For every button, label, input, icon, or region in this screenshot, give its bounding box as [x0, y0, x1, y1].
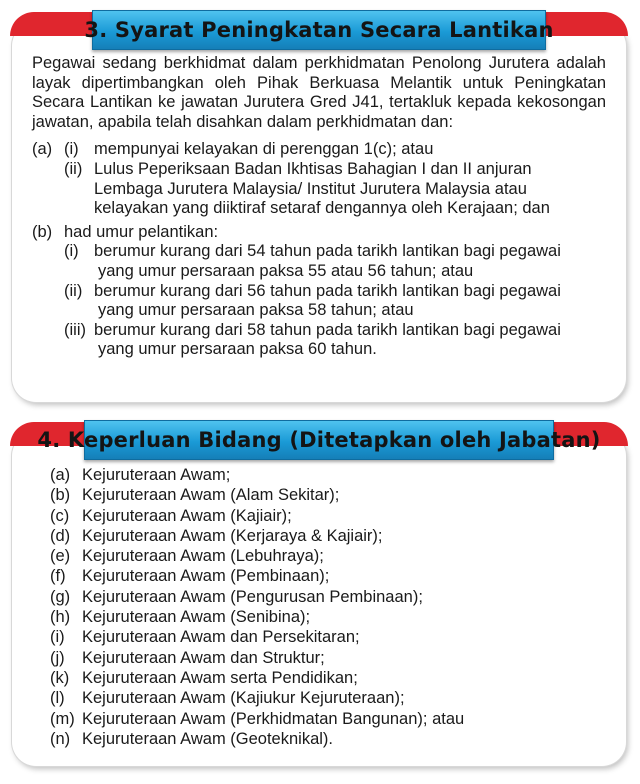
item-b-ii-label: (ii): [64, 281, 83, 300]
list-item: [50, 485, 606, 505]
item-b-iii: [32, 321, 606, 341]
list-item-text: Kejuruteraan Awam (Senibina);: [82, 608, 311, 627]
list-item-label: (e): [50, 547, 71, 566]
list-item-label: (i): [50, 628, 65, 647]
list-item-label: (m): [50, 709, 75, 728]
list-item: [50, 648, 606, 668]
list-item-text: Kejuruteraan Awam (Lebuhraya);: [82, 547, 324, 566]
list-item-text: Kejuruteraan Awam dan Persekitaran;: [82, 628, 360, 647]
item-a-ii-cont-2: [32, 199, 606, 219]
item-b-i-cont: [32, 262, 606, 282]
list-item-label: (f): [50, 567, 66, 586]
list-item: [50, 465, 606, 485]
list-item: [50, 668, 606, 688]
section-3-title: 3. Syarat Peningkatan Secara Lantikan: [92, 10, 546, 50]
item-b-i-line1: berumur kurang dari 54 tahun pada tarikh lantikan bagi pegawai: [94, 242, 561, 261]
item-b-i-label: (i): [64, 242, 79, 261]
section-3-intro: Pegawai sedang berkhidmat dalam perkhidmatan Penolong Jurutera adalah layak dipertimbangkan oleh Pihak Berkuasa Melantik untuk Peningkatan Secara Lantikan ke jawatan Jurutera Gred J41, tertakluk kepada kekosongan jawatan, apabila telah disahkan dalam perkhidmatan dan:: [32, 54, 606, 131]
list-item-text: Kejuruteraan Awam dan Struktur;: [82, 648, 325, 667]
list-item-text: Kejuruteraan Awam (Kajiukur Kejuruteraan);: [82, 689, 405, 708]
item-a-ii-label: (ii): [64, 159, 83, 178]
list-item-text: Kejuruteraan Awam;: [82, 466, 231, 484]
list-item: [50, 729, 606, 749]
item-b-iii-cont: [32, 340, 606, 360]
list-item-label: (c): [50, 506, 70, 525]
list-item-text: Kejuruteraan Awam (Geoteknikal).: [82, 729, 333, 748]
list-item: [50, 566, 606, 586]
list-item: [50, 709, 606, 729]
item-b-iii-line2: yang umur persaraan paksa 60 tahun.: [98, 340, 377, 359]
item-b-ii-cont: [32, 301, 606, 321]
item-a-i: [32, 140, 606, 160]
item-a-ii-line1: Lulus Peperiksaan Badan Ikhtisas Bahagian I dan II anjuran: [94, 159, 532, 178]
item-b: [32, 223, 606, 243]
list-item-label: (d): [50, 526, 71, 545]
list-item-text: Kejuruteraan Awam (Pengurusan Pembinaan);: [82, 587, 423, 606]
item-a-ii-cont-1: [32, 180, 606, 200]
section-4-panel: [12, 428, 626, 766]
list-item-label: (b): [50, 486, 71, 505]
list-item: [50, 526, 606, 546]
list-item: [50, 587, 606, 607]
list-item-text: Kejuruteraan Awam serta Pendidikan;: [82, 668, 358, 687]
list-item: [50, 506, 606, 526]
section-4-title: 4. Keperluan Bidang (Ditetapkan oleh Jabatan): [84, 420, 554, 460]
item-a-i-text: mempunyai kelayakan di perenggan 1(c); atau: [94, 140, 434, 159]
item-b-iii-line1: berumur kurang dari 58 tahun pada tarikh lantikan bagi pegawai: [94, 320, 561, 339]
list-item: [50, 607, 606, 627]
item-a-ii-line3: kelayakan yang diiktiraf setaraf dengannya oleh Kerajaan; dan: [94, 199, 550, 218]
item-b-ii: [32, 282, 606, 302]
list-item-label: (a): [50, 466, 71, 484]
item-b-i: [32, 242, 606, 262]
list-item-text: Kejuruteraan Awam (Alam Sekitar);: [82, 486, 340, 505]
item-b-label: (b): [32, 222, 53, 241]
item-b-ii-line2: yang umur persaraan paksa 58 tahun; atau: [98, 301, 414, 320]
item-b-ii-line1: berumur kurang dari 56 tahun pada tarikh lantikan bagi pegawai: [94, 281, 561, 300]
list-item: [50, 688, 606, 708]
section-3-panel: [12, 18, 626, 402]
item-b-iii-label: (iii): [64, 320, 86, 339]
list-item: [50, 627, 606, 647]
section-4-list: [50, 465, 606, 749]
list-item-label: (l): [50, 689, 65, 708]
list-item-label: (j): [50, 648, 65, 667]
list-item-label: (k): [50, 668, 70, 687]
list-item-text: Kejuruteraan Awam (Perkhidmatan Bangunan); atau: [82, 709, 465, 728]
item-a-ii: [32, 160, 606, 180]
item-a-ii-line2: Lembaga Jurutera Malaysia/ Institut Jurutera Malaysia atau: [94, 179, 527, 198]
item-a-label: (a): [32, 140, 53, 159]
list-item-label: (h): [50, 608, 71, 627]
list-item-label: (n): [50, 729, 71, 748]
list-item-text: Kejuruteraan Awam (Pembinaan);: [82, 567, 330, 586]
item-b-i-line2: yang umur persaraan paksa 55 atau 56 tahun; atau: [98, 261, 474, 280]
list-item-text: Kejuruteraan Awam (Kajiair);: [82, 506, 292, 525]
section-3-content: [32, 54, 606, 360]
list-item-text: Kejuruteraan Awam (Kerjaraya & Kajiair);: [82, 526, 383, 545]
item-a-i-label: (i): [64, 140, 79, 159]
list-item-label: (g): [50, 587, 71, 606]
item-b-text: had umur pelantikan:: [64, 222, 219, 241]
list-item: [50, 546, 606, 566]
